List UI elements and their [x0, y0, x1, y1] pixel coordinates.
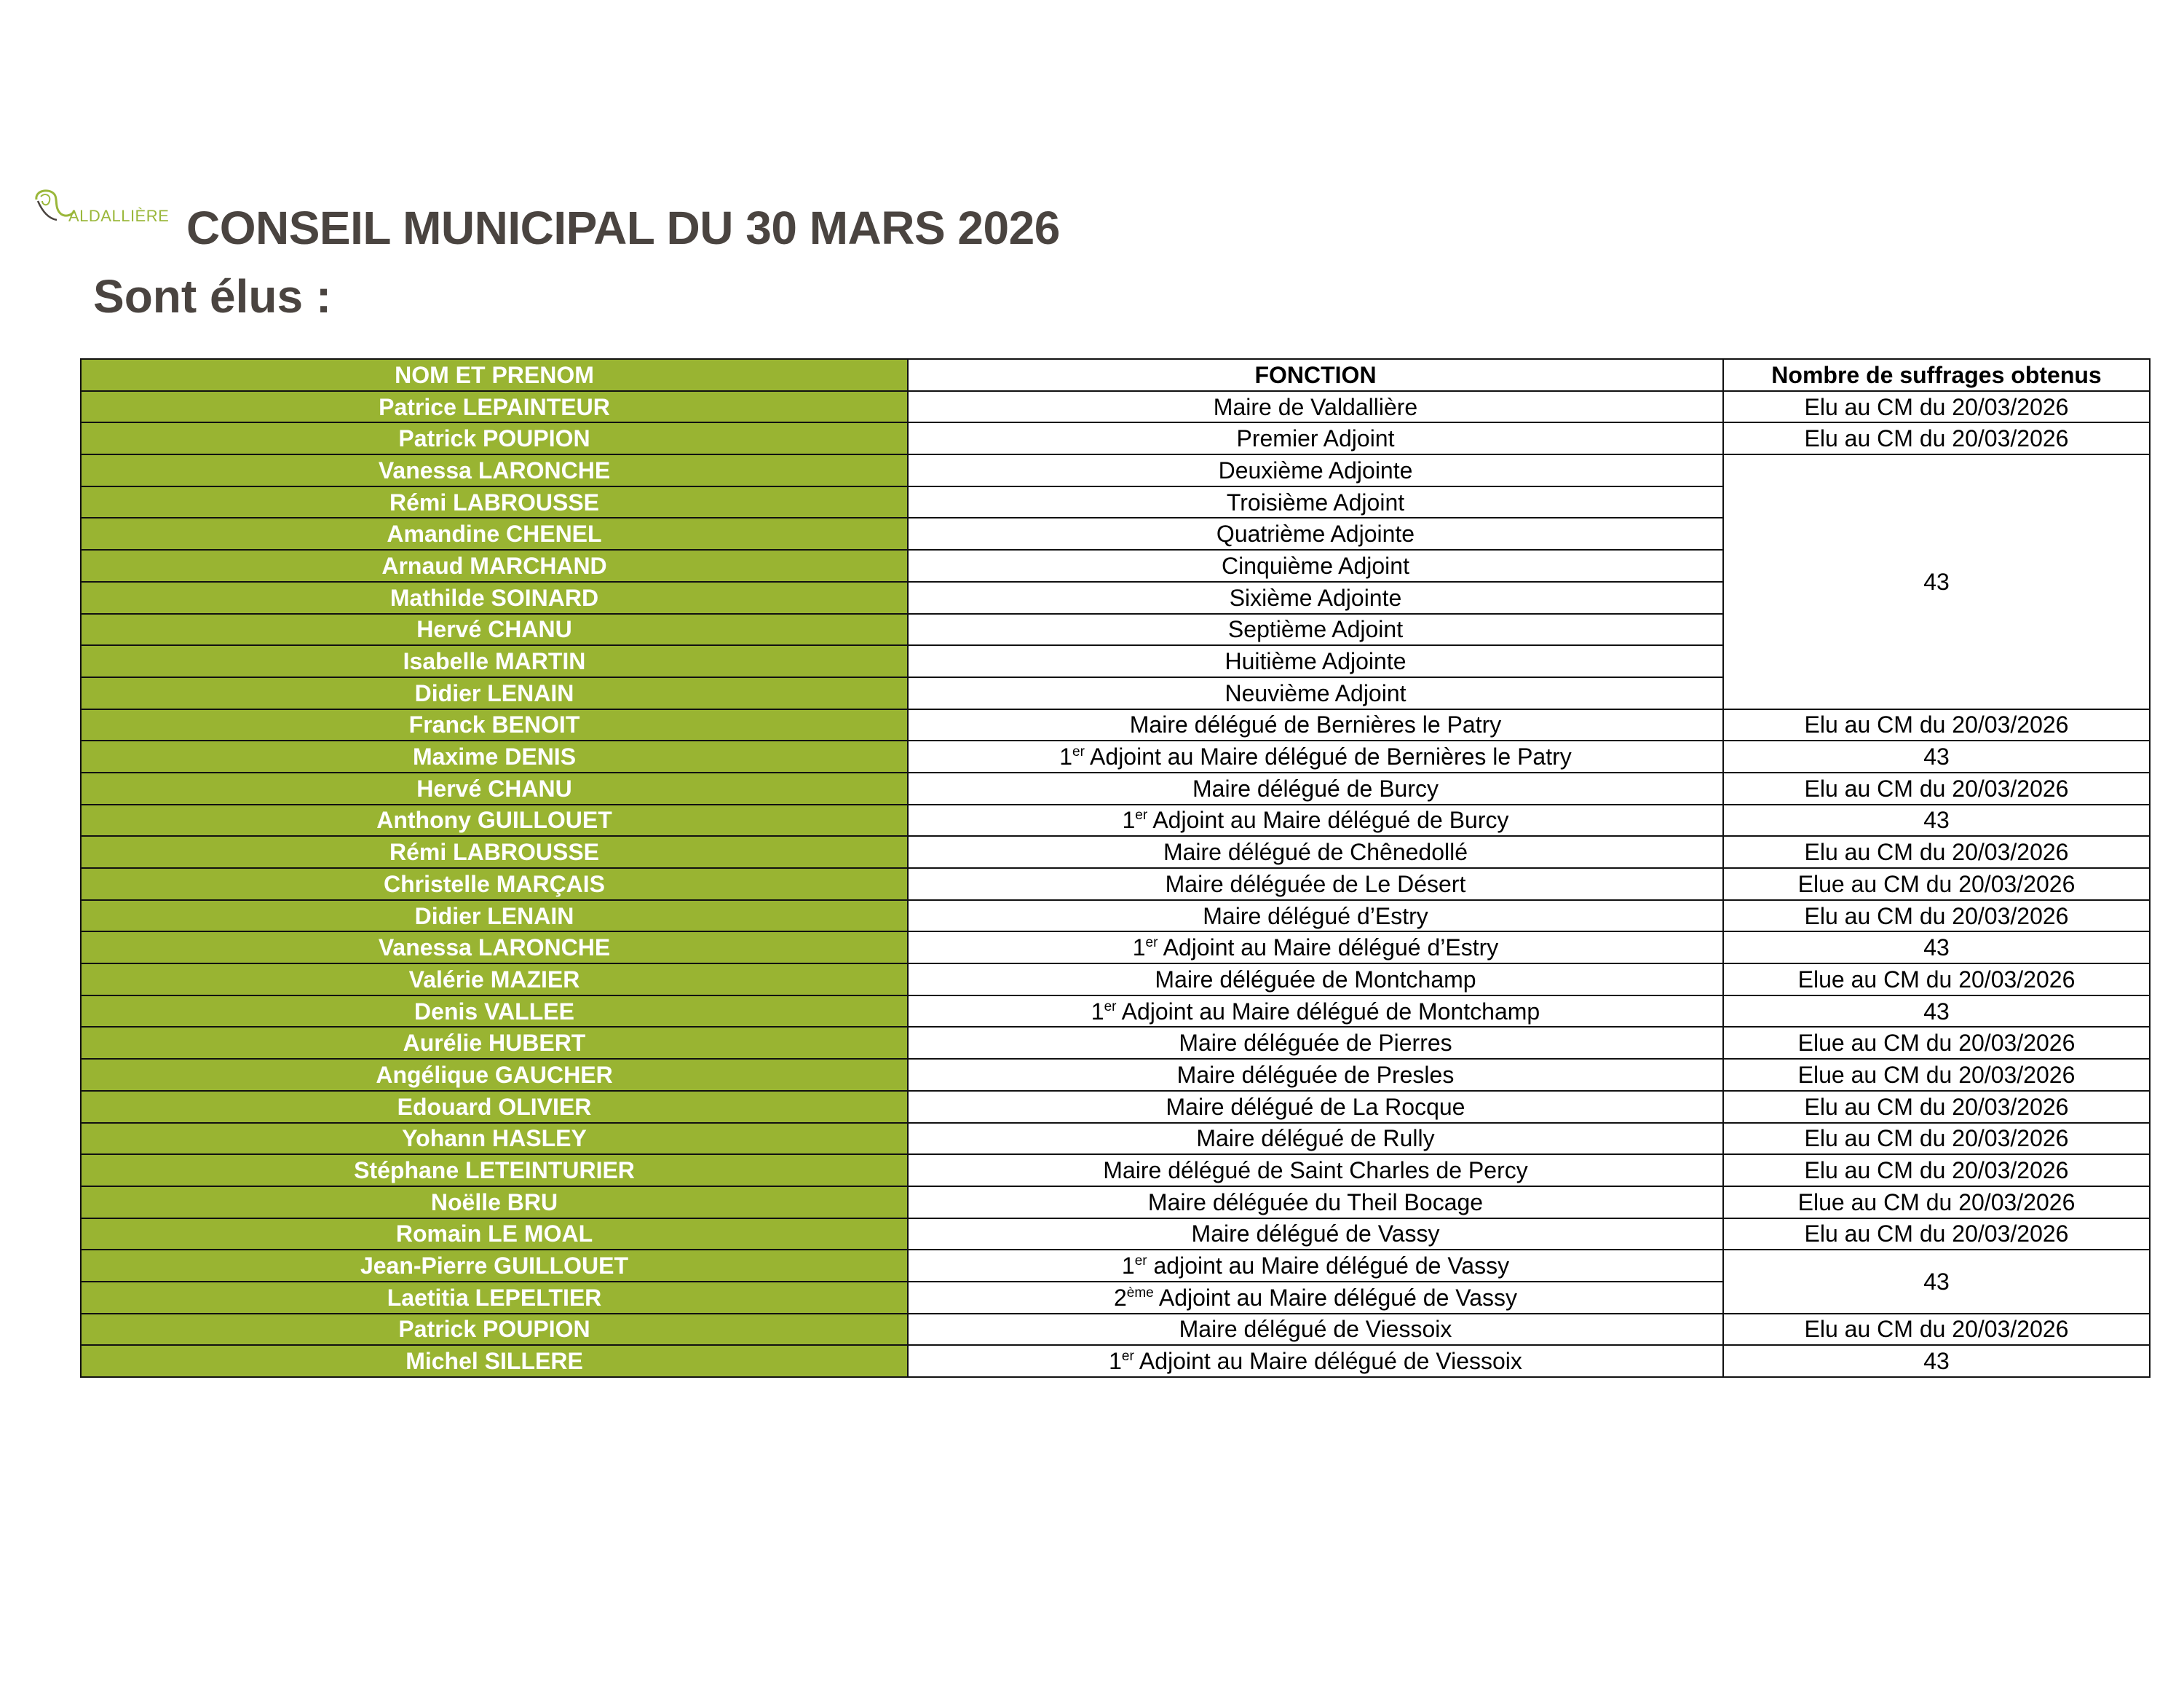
table-row [81, 1186, 2150, 1218]
row-name: Vanessa LARONCHE [81, 931, 908, 963]
table-row [81, 805, 2150, 837]
row-fonction: Neuvième Adjoint [908, 677, 1723, 709]
row-name: Vanessa LARONCHE [81, 454, 908, 486]
row-name: Aurélie HUBERT [81, 1027, 908, 1059]
row-name: Arnaud MARCHAND [81, 550, 908, 582]
row-fonction: 2ème Adjoint au Maire délégué de Vassy [908, 1282, 1723, 1314]
row-suffrages: Elu au CM du 20/03/2026 [1723, 709, 2150, 741]
row-name: Angélique GAUCHER [81, 1059, 908, 1091]
row-suffrages: 43 [1723, 741, 2150, 773]
table-row [81, 391, 2150, 423]
header-name: NOM ET PRENOM [81, 359, 908, 391]
row-fonction: Septième Adjoint [908, 614, 1723, 646]
row-name: Stéphane LETEINTURIER [81, 1154, 908, 1186]
table-row [81, 1154, 2150, 1186]
row-fonction: 1er adjoint au Maire délégué de Vassy [908, 1250, 1723, 1282]
table-row [81, 1123, 2150, 1155]
elected-table [80, 358, 2151, 1378]
table-row [81, 868, 2150, 900]
row-suffrages: Elu au CM du 20/03/2026 [1723, 1154, 2150, 1186]
row-name: Romain LE MOAL [81, 1218, 908, 1250]
table-row [81, 1059, 2150, 1091]
row-suffrages: Elue au CM du 20/03/2026 [1723, 1059, 2150, 1091]
row-suffrages-merged: 43 [1723, 1250, 2150, 1313]
row-fonction: Sixième Adjointe [908, 582, 1723, 614]
row-name: Franck BENOIT [81, 709, 908, 741]
table-row [81, 709, 2150, 741]
table-row [81, 773, 2150, 805]
row-fonction: Premier Adjoint [908, 422, 1723, 454]
row-suffrages-merged: 43 [1723, 454, 2150, 709]
valdalliere-logo [32, 186, 170, 230]
row-fonction: Maire délégué de Rully [908, 1123, 1723, 1155]
row-name: Amandine CHENEL [81, 518, 908, 550]
row-fonction: Maire délégué de Vassy [908, 1218, 1723, 1250]
header-suffrages: Nombre de suffrages obtenus [1723, 359, 2150, 391]
row-name: Michel SILLERE [81, 1345, 908, 1377]
table-row [81, 741, 2150, 773]
row-fonction: Maire délégué de Chênedollé [908, 836, 1723, 868]
row-fonction: Maire déléguée de Montchamp [908, 963, 1723, 995]
row-fonction: Maire déléguée de Pierres [908, 1027, 1723, 1059]
row-fonction: Maire délégué de Viessoix [908, 1314, 1723, 1346]
row-name: Valérie MAZIER [81, 963, 908, 995]
table-row [81, 422, 2150, 454]
row-suffrages: Elue au CM du 20/03/2026 [1723, 963, 2150, 995]
row-fonction: Maire déléguée du Theil Bocage [908, 1186, 1723, 1218]
table-header-row [81, 359, 2150, 391]
row-name: Didier LENAIN [81, 677, 908, 709]
table-row [81, 931, 2150, 963]
row-name: Patrice LEPAINTEUR [81, 391, 908, 423]
row-fonction: Cinquième Adjoint [908, 550, 1723, 582]
table-row [81, 1027, 2150, 1059]
row-name: Rémi LABROUSSE [81, 486, 908, 518]
table-row [81, 836, 2150, 868]
row-name: Noëlle BRU [81, 1186, 908, 1218]
row-suffrages: 43 [1723, 1345, 2150, 1377]
row-fonction: 1er Adjoint au Maire délégué d’Estry [908, 931, 1723, 963]
row-suffrages: Elu au CM du 20/03/2026 [1723, 900, 2150, 932]
row-fonction: Maire de Valdallière [908, 391, 1723, 423]
table-row [81, 454, 2150, 486]
table-row [81, 1091, 2150, 1123]
row-suffrages: Elu au CM du 20/03/2026 [1723, 1314, 2150, 1346]
row-fonction: Troisième Adjoint [908, 486, 1723, 518]
row-name: Didier LENAIN [81, 900, 908, 932]
row-suffrages: Elue au CM du 20/03/2026 [1723, 868, 2150, 900]
table-row [81, 1218, 2150, 1250]
table-row [81, 1314, 2150, 1346]
row-name: Denis VALLEE [81, 995, 908, 1028]
row-name: Maxime DENIS [81, 741, 908, 773]
row-fonction: Huitième Adjointe [908, 645, 1723, 677]
header-fonction: FONCTION [908, 359, 1723, 391]
page-subtitle: Sont élus : [93, 270, 332, 323]
row-name: Jean-Pierre GUILLOUET [81, 1250, 908, 1282]
row-name: Patrick POUPION [81, 422, 908, 454]
row-name: Christelle MARÇAIS [81, 868, 908, 900]
table-row [81, 995, 2150, 1028]
row-suffrages: 43 [1723, 995, 2150, 1028]
row-fonction: Maire délégué de Burcy [908, 773, 1723, 805]
row-fonction: 1er Adjoint au Maire délégué de Bernières le Patry [908, 741, 1723, 773]
row-name: Patrick POUPION [81, 1314, 908, 1346]
table-row [81, 1345, 2150, 1377]
row-suffrages: Elue au CM du 20/03/2026 [1723, 1027, 2150, 1059]
row-name: Hervé CHANU [81, 773, 908, 805]
row-suffrages: Elue au CM du 20/03/2026 [1723, 1186, 2150, 1218]
row-suffrages: 43 [1723, 931, 2150, 963]
page-title: CONSEIL MUNICIPAL DU 30 MARS 2026 [186, 202, 1060, 254]
row-fonction: Maire délégué d’Estry [908, 900, 1723, 932]
row-fonction: Deuxième Adjointe [908, 454, 1723, 486]
row-suffrages: Elu au CM du 20/03/2026 [1723, 422, 2150, 454]
row-fonction: 1er Adjoint au Maire délégué de Burcy [908, 805, 1723, 837]
table-row [81, 963, 2150, 995]
row-fonction: Maire délégué de Bernières le Patry [908, 709, 1723, 741]
row-name: Yohann HASLEY [81, 1123, 908, 1155]
logo-text: ALDALLIÈRE [68, 207, 170, 225]
row-name: Isabelle MARTIN [81, 645, 908, 677]
row-fonction: Maire déléguée de Le Désert [908, 868, 1723, 900]
row-fonction: Maire délégué de Saint Charles de Percy [908, 1154, 1723, 1186]
row-name: Anthony GUILLOUET [81, 805, 908, 837]
row-fonction: 1er Adjoint au Maire délégué de Montchamp [908, 995, 1723, 1028]
row-suffrages: Elu au CM du 20/03/2026 [1723, 1123, 2150, 1155]
row-name: Laetitia LEPELTIER [81, 1282, 908, 1314]
row-name: Edouard OLIVIER [81, 1091, 908, 1123]
row-name: Rémi LABROUSSE [81, 836, 908, 868]
row-name: Hervé CHANU [81, 614, 908, 646]
row-suffrages: Elu au CM du 20/03/2026 [1723, 1091, 2150, 1123]
row-fonction: Maire délégué de La Rocque [908, 1091, 1723, 1123]
row-suffrages: Elu au CM du 20/03/2026 [1723, 391, 2150, 423]
row-name: Mathilde SOINARD [81, 582, 908, 614]
table-row [81, 1250, 2150, 1282]
row-suffrages: Elu au CM du 20/03/2026 [1723, 773, 2150, 805]
row-suffrages: Elu au CM du 20/03/2026 [1723, 836, 2150, 868]
table-row [81, 900, 2150, 932]
row-suffrages: Elu au CM du 20/03/2026 [1723, 1218, 2150, 1250]
row-fonction: Maire déléguée de Presles [908, 1059, 1723, 1091]
row-fonction: Quatrième Adjointe [908, 518, 1723, 550]
row-fonction: 1er Adjoint au Maire délégué de Viessoix [908, 1345, 1723, 1377]
row-suffrages: 43 [1723, 805, 2150, 837]
